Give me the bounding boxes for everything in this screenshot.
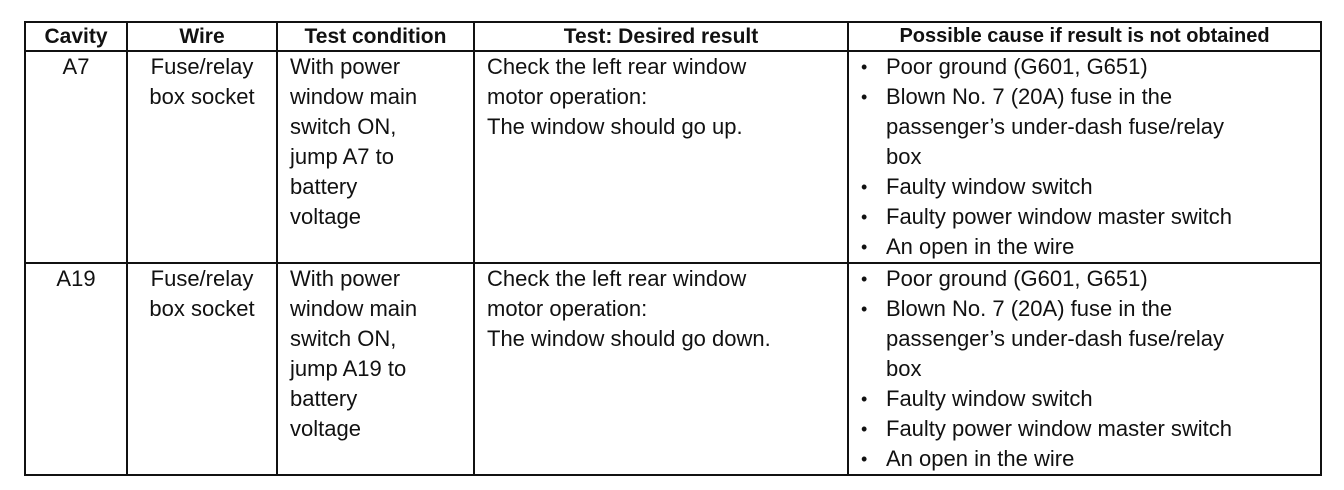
test-condition-cell-line: voltage xyxy=(290,416,361,441)
desired-result-cell-line: Check the left rear window xyxy=(487,54,747,79)
wire-cell-line: Fuse/relay xyxy=(150,54,254,79)
test-condition-cell xyxy=(277,263,474,475)
cause-list-item xyxy=(857,172,1320,202)
cause-list-item xyxy=(857,444,1320,474)
cause-line: passenger’s under-dash fuse/relay xyxy=(886,114,1224,139)
bullet-icon: • xyxy=(861,449,868,469)
test-condition-cell xyxy=(277,51,474,263)
test-condition-cell-line: window main xyxy=(290,296,418,321)
cause-line: passenger’s under-dash fuse/relay xyxy=(886,326,1224,351)
bullet-icon: • xyxy=(861,299,868,319)
cause-list-item xyxy=(857,232,1320,262)
header-desired-result: Test: Desired result xyxy=(474,22,848,51)
cause-list-item xyxy=(857,414,1320,444)
possible-cause-cell xyxy=(848,263,1321,475)
wire-cell-line: box socket xyxy=(149,296,255,321)
bullet-icon: • xyxy=(861,389,868,409)
cause-line: An open in the wire xyxy=(886,446,1075,471)
bullet-icon: • xyxy=(861,237,868,257)
cause-list-item xyxy=(857,52,1320,82)
bullet-icon: • xyxy=(861,177,868,197)
test-condition-cell-line: jump A19 to xyxy=(290,356,407,381)
test-condition-cell-line: switch ON, xyxy=(290,326,397,351)
table-header-row xyxy=(25,22,1321,51)
desired-result-cell-line: motor operation: xyxy=(487,84,648,109)
cause-line: box xyxy=(886,144,922,169)
cause-list-item xyxy=(857,294,1320,384)
wire-cell xyxy=(127,51,277,263)
cause-list-item xyxy=(857,82,1320,172)
cause-line: Poor ground (G601, G651) xyxy=(886,54,1148,79)
desired-result-cell-line: Check the left rear window xyxy=(487,266,747,291)
cause-line: Blown No. 7 (20A) fuse in the xyxy=(886,296,1173,321)
bullet-icon: • xyxy=(861,207,868,227)
test-condition-cell-line: switch ON, xyxy=(290,114,397,139)
cause-line: Poor ground (G601, G651) xyxy=(886,266,1148,291)
test-condition-cell-line: With power xyxy=(290,54,401,79)
desired-result-cell xyxy=(474,263,848,475)
header-cavity: Cavity xyxy=(25,22,127,51)
cavity-cell: A7 xyxy=(25,51,127,263)
desired-result-cell xyxy=(474,51,848,263)
test-condition-cell-line: battery xyxy=(290,174,358,199)
cause-line: Blown No. 7 (20A) fuse in the xyxy=(886,84,1173,109)
cause-line: Faulty power window master switch xyxy=(886,416,1233,441)
cavity-cell: A19 xyxy=(25,263,127,475)
cause-list-item xyxy=(857,202,1320,232)
bullet-icon: • xyxy=(861,419,868,439)
test-condition-cell-line: With power xyxy=(290,266,401,291)
header-test-condition: Test condition xyxy=(277,22,474,51)
test-condition-cell-line: jump A7 to xyxy=(290,144,394,169)
header-possible-cause: Possible cause if result is not obtained xyxy=(848,22,1321,51)
table-row xyxy=(25,263,1321,475)
cause-line: An open in the wire xyxy=(886,234,1075,259)
cause-line: Faulty window switch xyxy=(886,174,1093,199)
wire-cell xyxy=(127,263,277,475)
wire-cell-line: Fuse/relay xyxy=(150,266,254,291)
bullet-icon: • xyxy=(861,87,868,107)
bullet-icon: • xyxy=(861,57,868,77)
cause-list-item xyxy=(857,384,1320,414)
desired-result-cell-line: The window should go down. xyxy=(487,326,771,351)
table-row xyxy=(25,51,1321,263)
test-condition-cell-line: battery xyxy=(290,386,358,411)
bullet-icon: • xyxy=(861,269,868,289)
test-condition-cell-line: voltage xyxy=(290,204,361,229)
wire-cell-line: box socket xyxy=(149,84,255,109)
cause-list xyxy=(849,264,1320,474)
troubleshooting-table xyxy=(24,21,1322,476)
test-condition-cell-line: window main xyxy=(290,84,418,109)
possible-cause-cell xyxy=(848,51,1321,263)
cause-line: Faulty window switch xyxy=(886,386,1093,411)
header-wire: Wire xyxy=(127,22,277,51)
cause-list xyxy=(849,52,1320,262)
cause-line: Faulty power window master switch xyxy=(886,204,1233,229)
cause-line: box xyxy=(886,356,922,381)
cause-list-item xyxy=(857,264,1320,294)
desired-result-cell-line: The window should go up. xyxy=(487,114,743,139)
desired-result-cell-line: motor operation: xyxy=(487,296,648,321)
